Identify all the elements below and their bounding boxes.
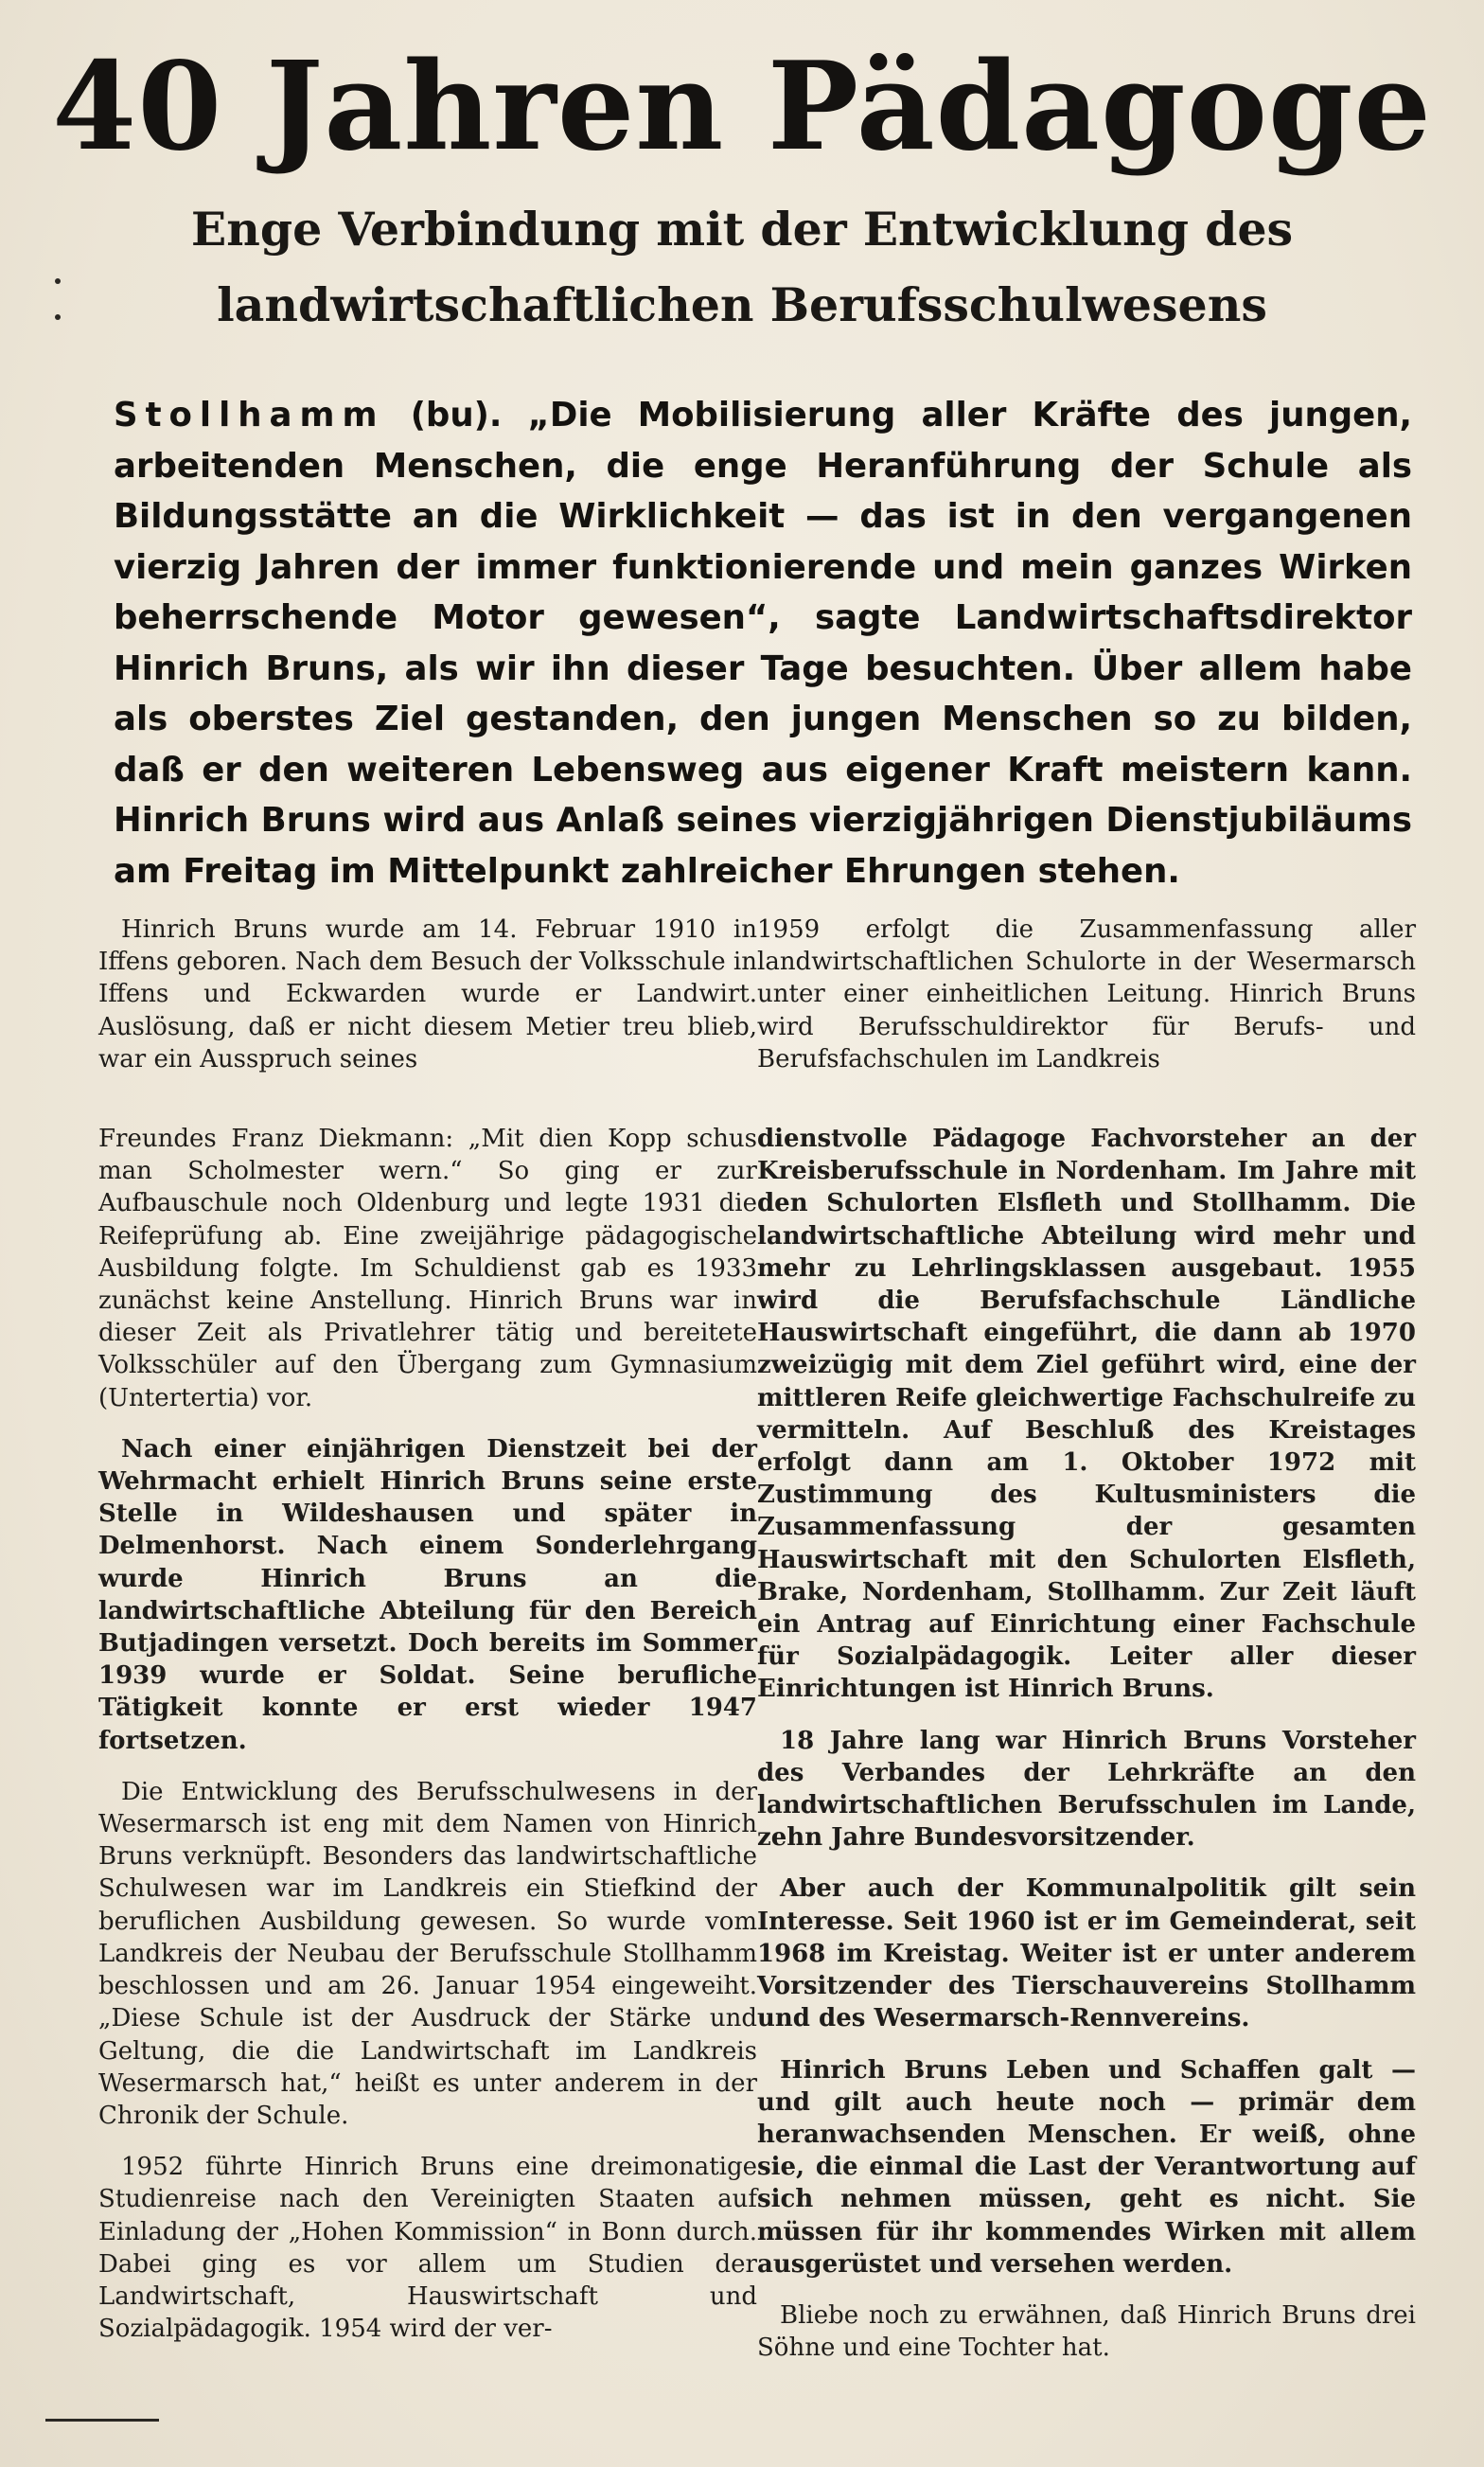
subheadline-line-2: landwirtschaftlichen Berufsschulwesens	[217, 277, 1267, 332]
dateline: Stollhamm	[114, 396, 385, 435]
left-column	[98, 914, 757, 2383]
lead-body: (bu). „Die Mobilisierung aller Kräfte des jungen, arbeitenden Menschen, die enge Heranführung der Schule als Bildungsstätte an die Wirklichkeit — das ist in den vergangenen vierzig Jahren der immer funktionierende und mein ganzes Wirken beherrschende Motor gewesen“, sagte Landwirtschaftsdirektor Hinrich Bruns, als wir ihn dieser Tage besuchten. Über allem habe als oberstes Ziel gestanden, den jungen Menschen so zu bilden, daß er den weiteren Lebensweg aus eigener Kraft meistern kann. Hinrich Bruns wird aus Anlaß seines vierzigjährigen Dienstjubiläums am Freitag im Mittelpunkt zahlreicher Ehrungen stehen.	[114, 396, 1413, 891]
right-paragraph-5: Hinrich Bruns Leben und Schaffen galt — und gilt auch heute noch — primär dem heranwachsenden Menschen. Er weiß, ohne sie, die einmal die Last der Verantwortung auf sich nehmen müssen, geht es nicht. Sie müssen für ihr kommendes Wirken mit allem ausgerüstet und versehen werden.	[757, 2055, 1416, 2279]
left-paragraph-5: 1952 führte Hinrich Bruns eine dreimonatige Studienreise nach den Vereinigten Staaten auf Einladung der „Hohen Kommission“ in Bonn durch. Dabei ging es vor allem um Studien der Landwirtschaft, Hauswirtschaft und Sozialpädagogik. 1954 wird der ver-	[98, 2153, 757, 2344]
subheadline	[45, 191, 1439, 343]
right-paragraph-1: 1959 erfolgt die Zusammenfassung aller landwirtschaftlichen Schulorte in der Wesermarsch unter einer einheitlichen Leitung. Hinrich Bruns wird Berufsschuldirektor für Berufs- und Berufsfachschulen im Landkreis	[757, 915, 1416, 1074]
article-columns	[98, 914, 1416, 2383]
column-gap	[757, 1094, 1416, 1123]
headline: 40 Jahren Pädagoge	[52, 36, 1432, 178]
right-paragraph-2: dienstvolle Pädagoge Fachvorsteher an der Kreisberufsschule in Nordenham. Im Jahre mit den Schulorten Elsfleth und Stollhamm. Die landwirtschaftliche Abteilung wird mehr und mehr zu Lehrlingsklassen ausgebaut. 1955 wird die Berufsfachschule Ländliche Hauswirtschaft eingeführt, die dann ab 1970 zweizügig mit dem Ziel geführt wird, eine der mittleren Reife gleichwertige Fachschulreife zu vermitteln. Auf Beschluß des Kreistages erfolgt dann am 1. Oktober 1972 mit Zustimmung des Kultusministers die Zusammenfassung der gesamten Hauswirtschaft mit den Schulorten Elsfleth, Brake, Nordenham, Stollhamm. Zur Zeit läuft ein Antrag auf Einrichtung einer Fachschule für Sozialpädagogik. Leiter aller dieser Einrichtungen ist Hinrich Bruns.	[757, 1125, 1416, 1704]
lead-paragraph	[114, 390, 1412, 896]
right-paragraph-6: Bliebe noch zu erwähnen, daß Hinrich Bruns drei Söhne und eine Tochter hat.	[757, 2300, 1416, 2363]
left-paragraph-2: Freundes Franz Diekmann: „Mit dien Kopp schus man Scholmester wern.“ So ging er zur Aufbauschule noch Oldenburg und legte 1931 die Reifeprüfung ab. Eine zweijährige pädagogische Ausbildung folgte. Im Schuldienst gab es 1933 zunächst keine Anstellung. Hinrich Bruns war in dieser Zeit als Privatlehrer tätig und bereitete Volksschüler auf den Übergang zum Gymnasium (Untertertia) vor.	[98, 1125, 757, 1412]
left-paragraph-4: Die Entwicklung des Berufsschulwesens in der Wesermarsch ist eng mit dem Namen von Hinrich Bruns verknüpft. Besonders das landwirtschaftliche Schulwesen war im Landkreis ein Stiefkind der beruflichen Ausbildung gewesen. So wurde vom Landkreis der Neubau der Berufsschule Stollhamm beschlossen und am 26. Januar 1954 eingeweiht. „Diese Schule ist der Ausdruck der Stärke und Geltung, die die Landwirtschaft im Landkreis Wesermarsch hat,“ heißt es unter anderem in der Chronik der Schule.	[98, 1777, 757, 2130]
left-paragraph-3: Nach einer einjährigen Dienstzeit bei der Wehrmacht erhielt Hinrich Bruns seine erste Stelle in Wildeshausen und später in Delmenhorst. Nach einem Sonderlehrgang wurde Hinrich Bruns an die landwirtschaftliche Abteilung für den Bereich Butjadingen versetzt. Doch bereits im Sommer 1939 wurde er Soldat. Seine berufliche Tätigkeit konnte er erst wieder 1947 fortsetzen.	[98, 1434, 757, 1755]
margin-mark	[55, 314, 61, 320]
left-paragraph-1: Hinrich Bruns wurde am 14. Februar 1910 in Iffens geboren. Nach dem Besuch der Volksschule in Iffens und Eckwarden wurde er Landwirt. Auslösung, daß er nicht diesem Metier treu blieb, war ein Ausspruch seines	[98, 915, 757, 1074]
margin-mark	[55, 278, 61, 284]
right-column	[757, 914, 1416, 2383]
column-gap	[98, 1094, 757, 1123]
end-rule	[45, 2419, 159, 2422]
right-paragraph-3: 18 Jahre lang war Hinrich Bruns Vorsteher des Verbandes der Lehrkräfte an den landwirtschaftlichen Berufsschulen im Lande, zehn Jahre Bundesvorsitzender.	[757, 1726, 1416, 1853]
subheadline-line-1: Enge Verbindung mit der Entwicklung des	[190, 202, 1294, 257]
right-paragraph-4: Aber auch der Kommunalpolitik gilt sein Interesse. Seit 1960 ist er im Gemeinderat, seit 1968 im Kreistag. Weiter ist er unter anderem Vorsitzender des Tierschauvereins Stollhamm und des Wesermarsch-Rennvereins.	[757, 1874, 1416, 2033]
